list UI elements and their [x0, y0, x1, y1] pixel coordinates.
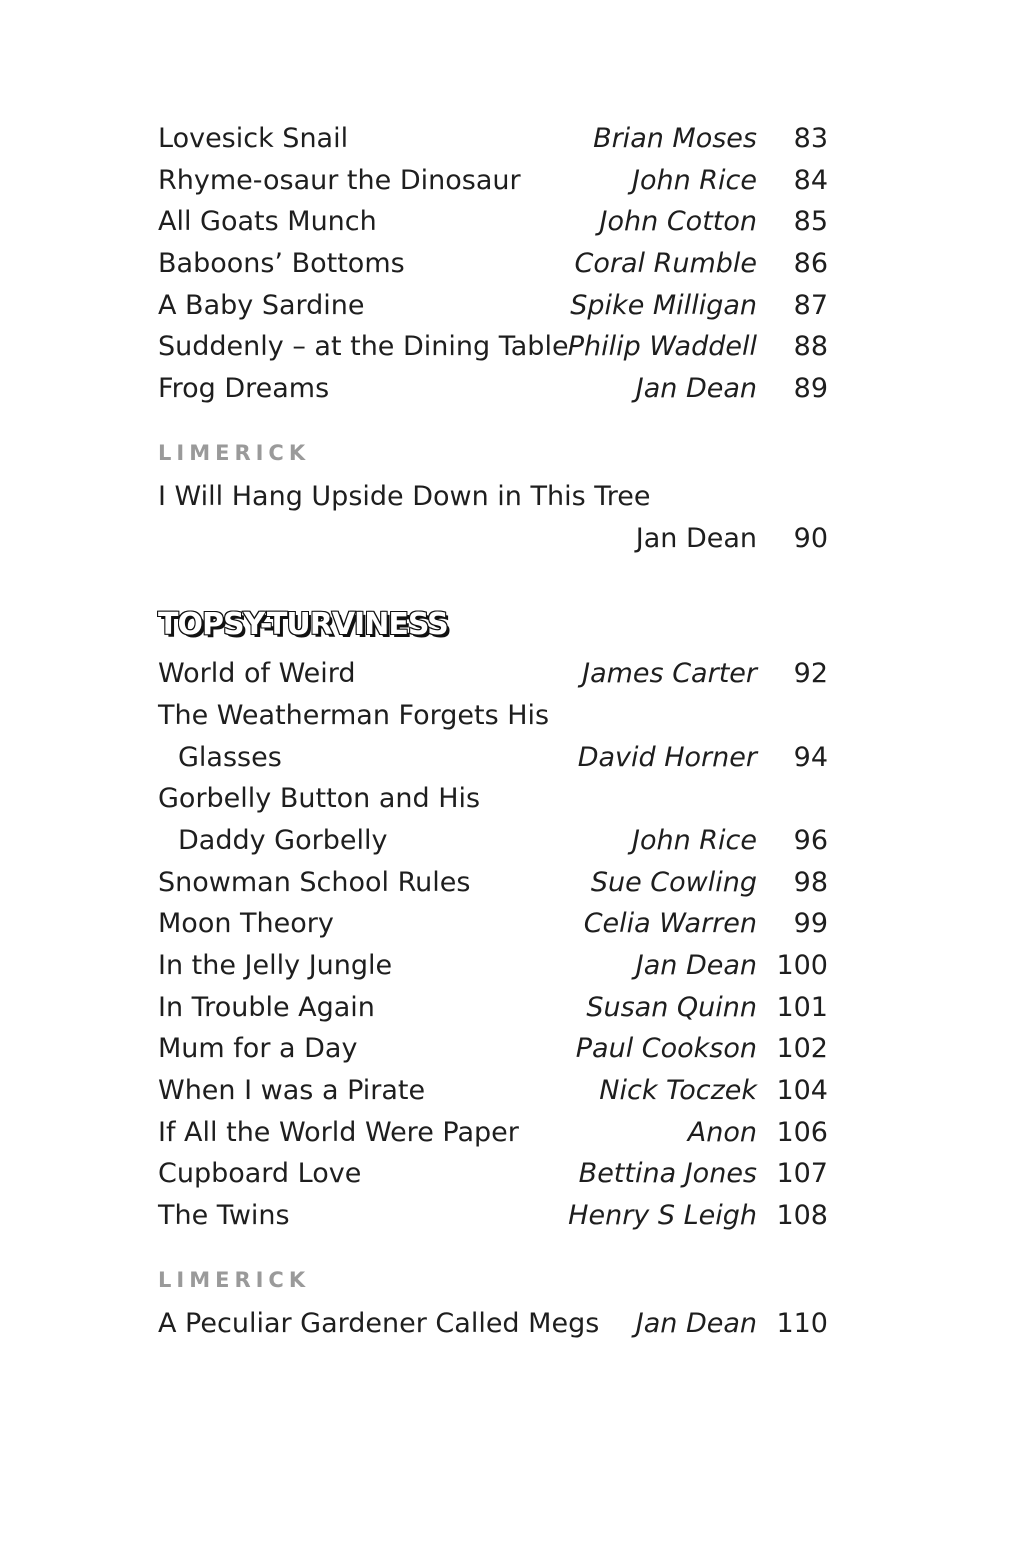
entry-author: Susan Quinn — [586, 991, 757, 1023]
toc-entry[interactable] — [158, 903, 828, 945]
entry-author: John Rice — [631, 164, 757, 196]
entry-page: 88 — [793, 331, 828, 363]
entry-page: 98 — [793, 866, 828, 898]
entry-page: 104 — [776, 1075, 828, 1107]
entry-title: In Trouble Again — [158, 991, 375, 1023]
entry-title: Baboons’ Bottoms — [158, 248, 405, 280]
entry-page: 89 — [793, 373, 828, 405]
entry-page: 92 — [793, 658, 828, 690]
entry-title: Suddenly – at the Dining Table — [158, 331, 569, 363]
toc-entry[interactable] — [158, 862, 828, 904]
entry-author: Jan Dean — [635, 950, 757, 981]
toc-entry[interactable] — [158, 987, 828, 1029]
entry-author: Anon — [687, 1116, 757, 1148]
toc-entry[interactable] — [158, 160, 828, 202]
entry-author: Henry S Leigh — [568, 1200, 757, 1232]
toc-entry[interactable] — [158, 1070, 828, 1112]
toc-entry[interactable] — [158, 1112, 828, 1154]
entry-title: Frog Dreams — [158, 373, 330, 405]
entry-page: 90 — [793, 522, 828, 554]
entry-title: I Will Hang Upside Down in This Tree — [158, 480, 651, 512]
entry-page: 94 — [793, 741, 828, 773]
toc-entry[interactable] — [158, 368, 828, 410]
entry-page: 106 — [776, 1116, 828, 1148]
entry-title: A Peculiar Gardener Called Megs — [158, 1307, 600, 1339]
entry-page: 84 — [793, 164, 828, 196]
entry-title: When I was a Pirate — [158, 1075, 426, 1107]
entry-page: 110 — [776, 1307, 828, 1339]
limerick-label: LIMERICK — [158, 1267, 311, 1292]
entry-title: A Baby Sardine — [158, 289, 365, 321]
entry-author: Jan Dean — [635, 373, 757, 405]
entry-page: 86 — [793, 248, 828, 280]
toc-entry-continuation[interactable] — [158, 820, 828, 862]
entry-title: Moon Theory — [158, 908, 334, 940]
entry-author: Brian Moses — [593, 123, 757, 154]
entry-title-continuation: Daddy Gorbelly — [178, 824, 388, 856]
entry-author: Coral Rumble — [574, 248, 757, 280]
entry-title-continuation: Glasses — [178, 741, 282, 773]
toc-entry[interactable] — [158, 243, 828, 285]
entry-title: The Twins — [158, 1200, 290, 1232]
entry-author: Bettina Jones — [578, 1158, 757, 1190]
entry-title: Gorbelly Button and His — [158, 783, 481, 815]
entry-author: James Carter — [582, 658, 757, 690]
section-heading — [158, 595, 828, 653]
toc-entry[interactable] — [158, 1028, 828, 1070]
entry-title: World of Weird — [158, 658, 356, 690]
limerick-label: LIMERICK — [158, 440, 311, 465]
entry-author: Philip Waddell — [567, 331, 757, 363]
toc-entry[interactable] — [158, 778, 828, 820]
entry-author: Celia Warren — [583, 908, 757, 940]
entry-page: 83 — [793, 123, 828, 154]
entry-author: Spike Milligan — [570, 289, 757, 321]
entry-title: Mum for a Day — [158, 1033, 358, 1065]
entry-author: Jan Dean — [635, 522, 757, 554]
entry-title: Snowman School Rules — [158, 866, 471, 898]
toc-entry[interactable] — [158, 476, 828, 518]
entry-author: John Rice — [631, 824, 757, 856]
entry-page: 87 — [793, 289, 828, 321]
entry-page: 107 — [776, 1158, 828, 1190]
toc-entry[interactable] — [158, 695, 828, 737]
toc-entry[interactable] — [158, 201, 828, 243]
entry-title: All Goats Munch — [158, 206, 377, 238]
entry-page: 102 — [776, 1033, 828, 1065]
entry-title: Cupboard Love — [158, 1158, 362, 1190]
entry-page: 100 — [776, 950, 828, 981]
entry-author: Paul Cookson — [575, 1033, 757, 1065]
toc-entry[interactable] — [158, 1153, 828, 1195]
entry-title: If All the World Were Paper — [158, 1116, 519, 1148]
toc-entry[interactable] — [158, 118, 828, 160]
entry-page: 108 — [776, 1200, 828, 1232]
toc-entry[interactable] — [158, 653, 828, 695]
toc-entry-continuation[interactable] — [158, 737, 828, 779]
entry-title: In the Jelly Jungle — [158, 950, 393, 981]
entry-author: Sue Cowling — [590, 866, 757, 898]
entry-page: 101 — [776, 991, 828, 1023]
toc-entry[interactable] — [158, 285, 828, 327]
entry-page: 96 — [793, 824, 828, 856]
entry-title: Lovesick Snail — [158, 123, 349, 154]
entry-title: The Weatherman Forgets His — [158, 699, 550, 731]
toc-entry[interactable] — [158, 1195, 828, 1237]
section-heading-text: TOPSY-TURVINESS — [158, 606, 448, 642]
toc-entry[interactable] — [158, 945, 828, 987]
table-of-contents — [158, 118, 828, 1345]
entry-author: David Horner — [577, 741, 757, 773]
toc-entry[interactable] — [158, 326, 828, 368]
toc-entry-continuation[interactable] — [158, 518, 828, 560]
entry-author: Jan Dean — [635, 1307, 757, 1339]
entry-page: 99 — [793, 908, 828, 940]
entry-page: 85 — [793, 206, 828, 238]
toc-entry[interactable] — [158, 1303, 828, 1345]
entry-author: Nick Toczek — [599, 1075, 757, 1107]
entry-author: John Cotton — [599, 206, 757, 238]
entry-title: Rhyme-osaur the Dinosaur — [158, 164, 521, 196]
